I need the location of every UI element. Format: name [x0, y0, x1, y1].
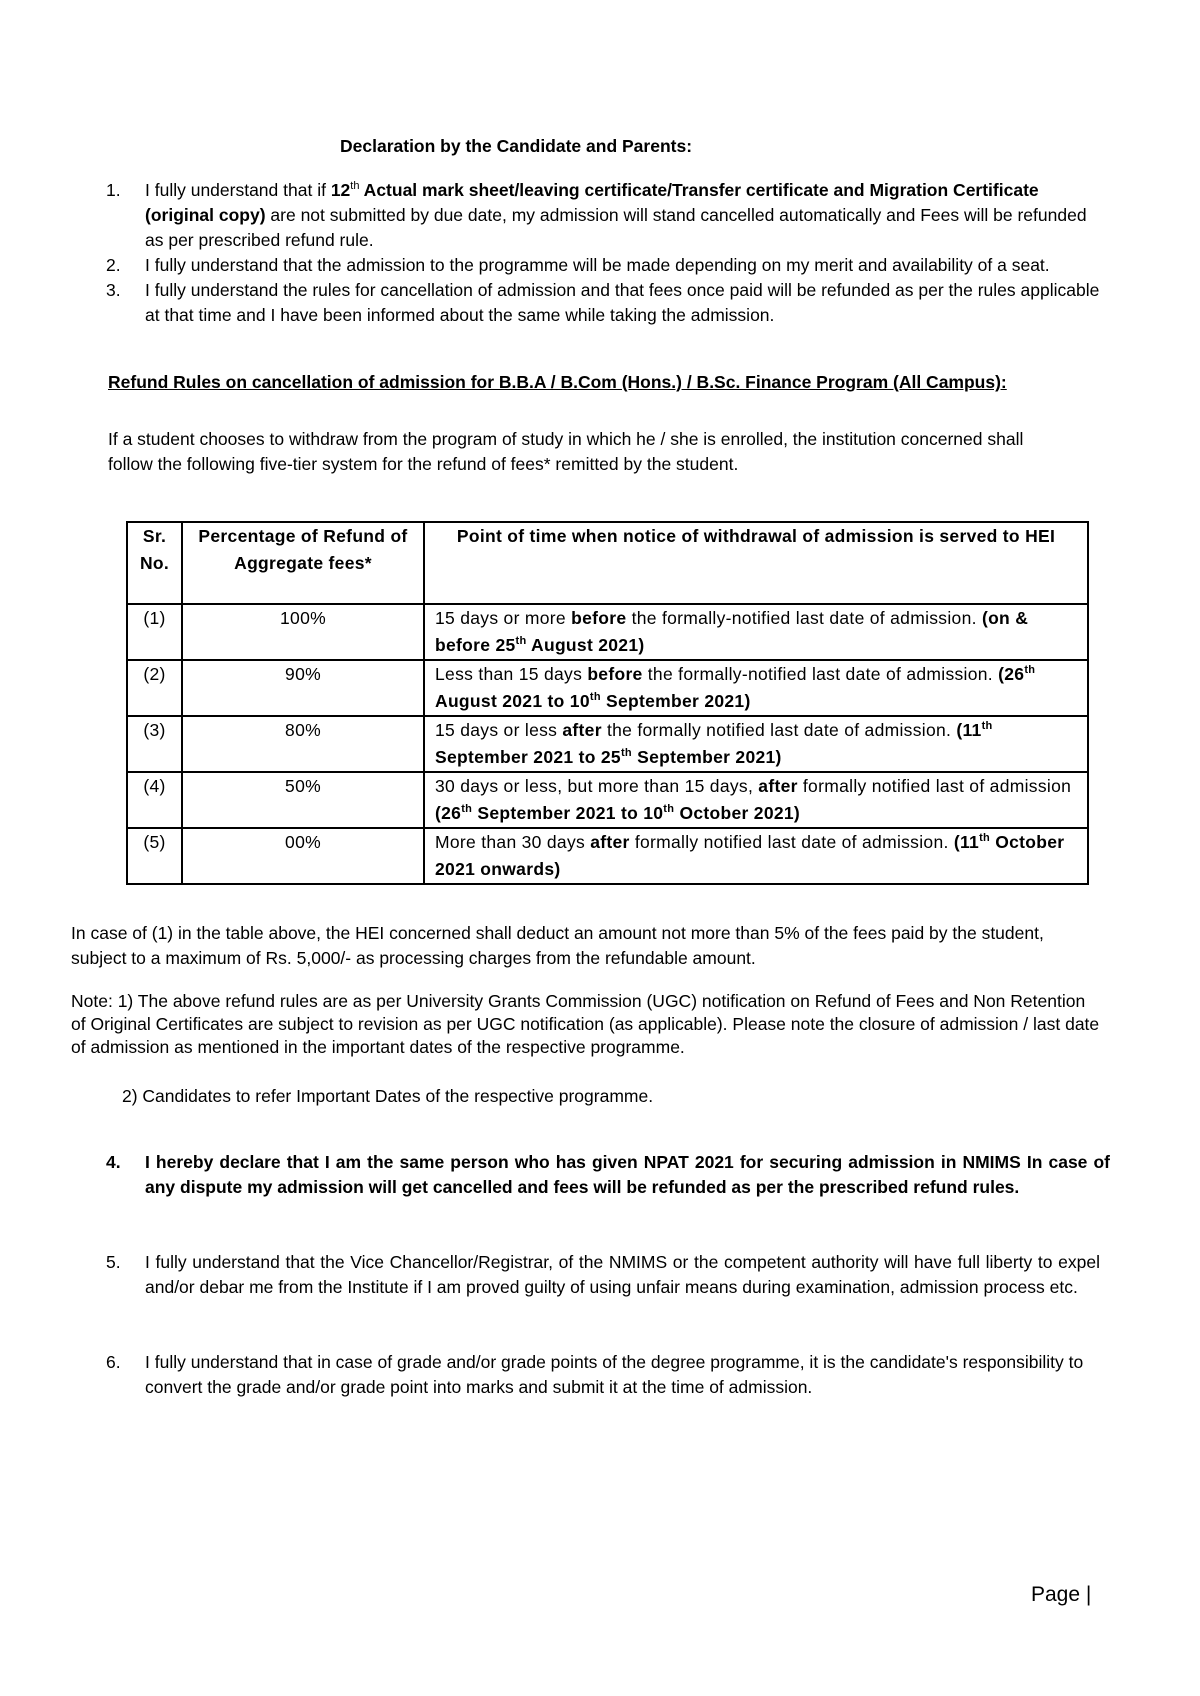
- list-number: 5.: [106, 1252, 121, 1272]
- declaration-item-4: 4. I hereby declare that I am the same person who has given NPAT 2021 for securing admission in NMIMS In case of any dispute my admission will get cancelled and fees will be refunded as per the prescribed refund rules.: [106, 1152, 1110, 1197]
- table-row: (3) 80% 15 days or less after the formally notified last date of admission. (11th September 2021 to 25th September 2021): [127, 716, 1088, 772]
- important-dates-note: 2) Candidates to refer Important Dates of the respective programme.: [122, 1086, 654, 1106]
- page-title: Declaration by the Candidate and Parents:: [340, 136, 693, 156]
- table-row: (1) 100% 15 days or more before the formally-notified last date of admission. (on & before 25th August 2021): [127, 604, 1088, 660]
- processing-charge-note: In case of (1) in the table above, the HEI concerned shall deduct an amount not more than 5% of the fees paid by the student, subject to a maximum of Rs. 5,000/- as processing charges from the refundable amount.: [71, 923, 1044, 968]
- refund-table: [126, 521, 1089, 885]
- page-footer: Page |: [1031, 1583, 1092, 1606]
- list-number: 2.: [106, 255, 121, 275]
- list-number: 4.: [106, 1152, 121, 1172]
- list-item: 3. I fully understand the rules for cancellation of admission and that fees once paid will be refunded as per the rules applicable at that time and I have been informed about the same while taking the admission.: [106, 280, 1100, 325]
- list-number: 3.: [106, 280, 121, 300]
- ugc-note: Note: 1) The above refund rules are as per University Grants Commission (UGC) notification on Refund of Fees and Non Retention of Original Certificates are subject to revision as per UGC notification (as applicable). Please note the closure of admission / last date of admission as mentioned in the important dates of the respective programme.: [71, 991, 1100, 1057]
- table-header-row: [127, 522, 1088, 604]
- refund-rules-heading: Refund Rules on cancellation of admission for B.B.A / B.Com (Hons.) / B.Sc. Finance Program (All Campus):: [108, 372, 1007, 392]
- table-row: (4) 50% 30 days or less, but more than 15 days, after formally notified last of admission (26th September 2021 to 10th October 2021): [127, 772, 1088, 828]
- declaration-list: [100, 178, 1100, 328]
- table-row: (2) 90% Less than 15 days before the formally-notified last date of admission. (26th August 2021 to 10th September 2021): [127, 660, 1088, 716]
- refund-intro: If a student chooses to withdraw from the program of study in which he / she is enrolled, the institution concerned shall follow the following five-tier system for the refund of fees* remitted by the student.: [108, 429, 1024, 474]
- table-row: (5) 00% More than 30 days after formally notified last date of admission. (11th October 2021 onwards): [127, 828, 1088, 884]
- header-percentage: Percentage of Refund of Aggregate fees*: [182, 522, 424, 604]
- header-point-of-time: Point of time when notice of withdrawal of admission is served to HEI: [424, 522, 1088, 604]
- declaration-item-5: 5. I fully understand that the Vice Chancellor/Registrar, of the NMIMS or the competent authority will have full liberty to expel and/or debar me from the Institute if I am proved guilty of using unfair means during examination, admission process etc.: [106, 1252, 1100, 1297]
- list-number: 1.: [106, 180, 121, 200]
- list-number: 6.: [106, 1352, 121, 1372]
- list-item: 1. I fully understand that if 12th Actual mark sheet/leaving certificate/Transfer certificate and Migration Certificate (original copy) are not submitted by due date, my admission will stand cancelled automatically and Fees will be refunded as per prescribed refund rule.: [106, 180, 1087, 250]
- header-sr-no: Sr. No.: [127, 522, 182, 604]
- declaration-item-6: 6. I fully understand that in case of grade and/or grade points of the degree programme, it is the candidate's responsibility to convert the grade and/or grade point into marks and submit it at the time of admission.: [106, 1352, 1084, 1397]
- list-item: 2. I fully understand that the admission to the programme will be made depending on my merit and availability of a seat.: [100, 253, 1100, 278]
